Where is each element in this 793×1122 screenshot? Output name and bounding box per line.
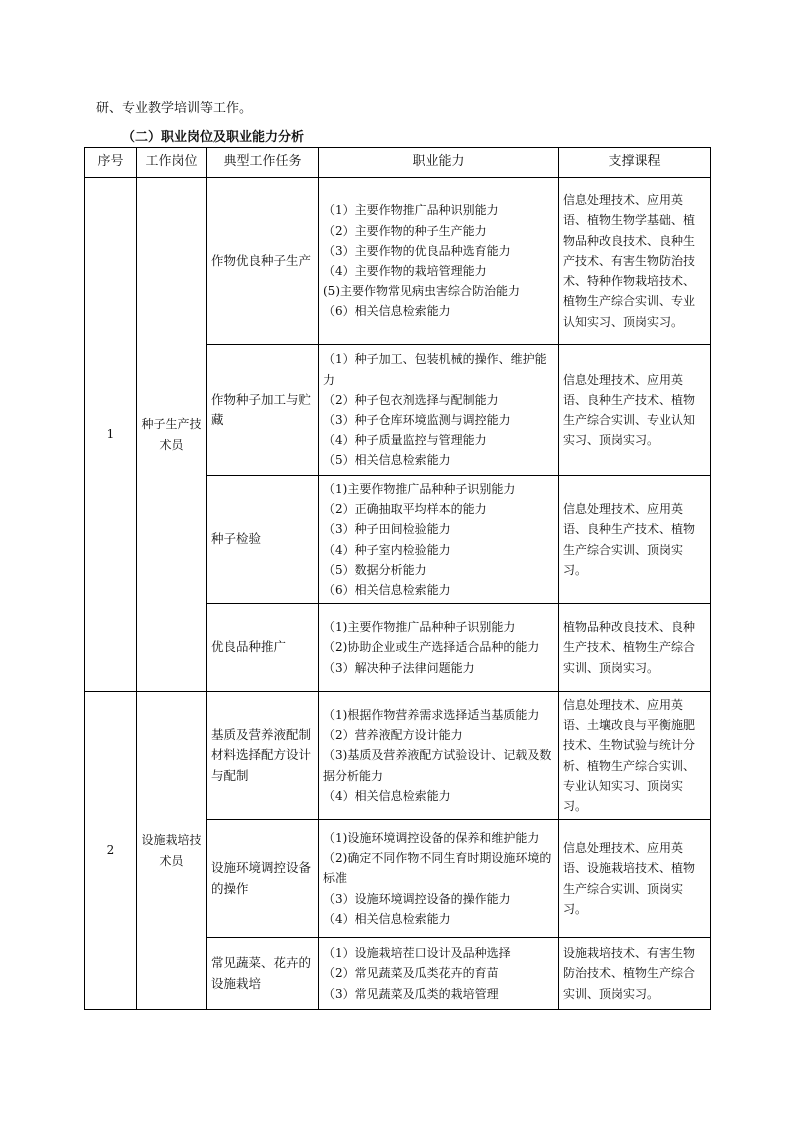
work-task-cell: 优良品种推广 (207, 604, 319, 692)
ability-item: （3）解决种子法律问题能力 (323, 660, 475, 675)
work-task-cell: 作物种子加工与贮藏 (207, 345, 319, 476)
ability-item: （2）种子包衣剂选择与配制能力 (323, 392, 499, 407)
ability-item: （4）相关信息检索能力 (323, 911, 451, 926)
row-index-cell: 2 (85, 692, 137, 1010)
ability-item: （1）主要作物推广品种识别能力 (323, 203, 499, 218)
work-post-cell: 设施栽培技术员 (137, 692, 207, 1010)
ability-table (84, 147, 711, 1010)
course-cell: 植物品种改良技术、良种生产技术、植物生产综合实训、顶岗实习。 (559, 604, 711, 692)
ability-item: （3）常见蔬菜及瓜类的栽培管理 (323, 986, 499, 1001)
work-task-cell: 种子检验 (207, 476, 319, 604)
table-row (85, 692, 711, 820)
header-task: 典型工作任务 (207, 148, 319, 178)
ability-item: （2）正确抽取平均样本的能力 (323, 502, 487, 517)
course-cell: 设施栽培技术、有害生物防治技术、植物生产综合实训、顶岗实习。 (559, 938, 711, 1010)
ability-item: （1)根据作物营养需求选择适当基质能力 (323, 707, 540, 722)
work-task-cell: 基质及营养液配制材料选择配方设计与配制 (207, 692, 319, 820)
table-row (85, 178, 711, 345)
intro-text: 研、专业教学培训等工作。 (96, 101, 253, 116)
table-header-row (85, 148, 711, 178)
work-task-cell: 设施环境调控设备的操作 (207, 820, 319, 938)
ability-cell (319, 820, 559, 938)
ability-cell (319, 476, 559, 604)
ability-item: （6）相关信息检索能力 (323, 582, 451, 597)
ability-item: （5）相关信息检索能力 (323, 453, 451, 468)
ability-item: （2）主要作物的种子生产能力 (323, 223, 487, 238)
ability-item: （2）营养液配方设计能力 (323, 728, 463, 743)
ability-item: （2)确定不同作物不同生育时期设施环境的标准 (323, 851, 552, 886)
ability-item: （4）相关信息检索能力 (323, 788, 451, 803)
ability-item: （1）设施栽培茬口设计及品种选择 (323, 946, 511, 961)
course-cell: 信息处理技术、应用英语、设施栽培技术、植物生产综合实训、顶岗实习。 (559, 820, 711, 938)
row-index-cell: 1 (85, 178, 137, 692)
ability-item: （3)基质及营养液配方试验设计、记载及数据分析能力 (323, 748, 552, 783)
table-body (85, 178, 711, 1010)
header-ability: 职业能力 (319, 148, 559, 178)
ability-item: （3）设施环境调控设备的操作能力 (323, 891, 511, 906)
ability-cell (319, 938, 559, 1010)
course-cell: 信息处理技术、应用英语、良种生产技术、植物生产综合实训、顶岗实习。 (559, 476, 711, 604)
course-cell: 信息处理技术、应用英语、良种生产技术、植物生产综合实训、专业认知实习、顶岗实习。 (559, 345, 711, 476)
work-task-cell: 常见蔬菜、花卉的设施栽培 (207, 938, 319, 1010)
course-cell: 信息处理技术、应用英语、土壤改良与平衡施肥技术、生物试验与统计分析、植物生产综合实训、专业认知实习、顶岗实习。 (559, 692, 711, 820)
header-post: 工作岗位 (137, 148, 207, 178)
ability-item: （2)协助企业或生产选择适合品种的能力 (323, 640, 540, 655)
ability-item: （3）种子仓库环境监测与调控能力 (323, 413, 511, 427)
header-course: 支撑课程 (559, 148, 711, 178)
ability-item: （1）种子加工、包装机械的操作、维护能力 (323, 352, 547, 387)
work-task-cell: 作物优良种子生产 (207, 178, 319, 345)
ability-item: （4）种子质量监控与管理能力 (323, 433, 487, 448)
course-cell: 信息处理技术、应用英语、植物生物学基础、植物品种改良技术、良种生产技术、有害生物防治技术、特种作物栽培技术、植物生产综合实训、专业认知实习、顶岗实习。 (559, 178, 711, 345)
work-post-cell: 种子生产技术员 (137, 178, 207, 692)
header-index: 序号 (85, 148, 137, 178)
ability-cell (319, 604, 559, 692)
ability-item: （1)主要作物推广品种种子识别能力 (323, 481, 516, 496)
ability-item: （4）种子室内检验能力 (323, 542, 451, 557)
ability-item: （3）主要作物的优良品种选育能力 (323, 243, 511, 258)
ability-item: （1)设施环境调控设备的保养和维护能力 (323, 830, 540, 845)
ability-item: （3）种子田间检验能力 (323, 522, 451, 537)
ability-cell (319, 692, 559, 820)
ability-item: （1)主要作物推广品种种子识别能力 (323, 620, 516, 635)
ability-cell (319, 178, 559, 345)
section-heading: （二）职业岗位及职业能力分析 (122, 130, 305, 145)
ability-item: （5）数据分析能力 (323, 562, 427, 577)
ability-cell (319, 345, 559, 476)
ability-item: (5)主要作物常见病虫害综合防治能力 (323, 284, 520, 299)
ability-item: （4）主要作物的栽培管理能力 (323, 264, 487, 278)
ability-item: （2）常见蔬菜及瓜类花卉的育苗 (323, 966, 499, 981)
ability-item: （6）相关信息检索能力 (323, 304, 451, 319)
